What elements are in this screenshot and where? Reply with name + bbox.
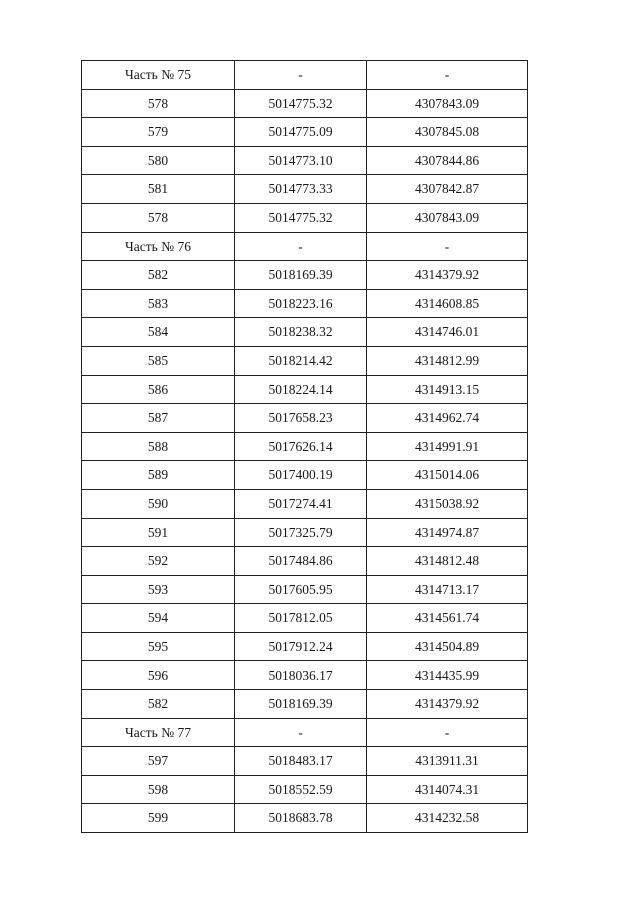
point-number-cell: 598 [82, 775, 235, 804]
x-coordinate-cell: 5017626.14 [235, 432, 367, 461]
x-coordinate-cell: 5018224.14 [235, 375, 367, 404]
table-row [82, 461, 528, 490]
y-coordinate-cell: 4307844.86 [367, 146, 528, 175]
x-coordinate-cell: 5018169.39 [235, 690, 367, 719]
y-coordinate-cell: 4315014.06 [367, 461, 528, 490]
table-row [82, 575, 528, 604]
point-number-cell: 585 [82, 346, 235, 375]
table-row [82, 718, 528, 747]
y-coordinate-cell: 4314974.87 [367, 518, 528, 547]
table-row [82, 375, 528, 404]
table-row [82, 203, 528, 232]
table-row [82, 146, 528, 175]
y-coordinate-cell: 4307845.08 [367, 118, 528, 147]
point-number-cell: 596 [82, 661, 235, 690]
point-number-cell: 588 [82, 432, 235, 461]
x-coordinate-cell: 5018552.59 [235, 775, 367, 804]
point-number-cell: 582 [82, 690, 235, 719]
table-row [82, 747, 528, 776]
x-coordinate-cell: 5018483.17 [235, 747, 367, 776]
y-coordinate-cell: 4314435.99 [367, 661, 528, 690]
coordinates-table [81, 60, 528, 833]
point-number-cell: 590 [82, 489, 235, 518]
point-number-cell: 589 [82, 461, 235, 490]
y-coordinate-cell: 4314232.58 [367, 804, 528, 833]
table-row [82, 346, 528, 375]
point-number-cell: 597 [82, 747, 235, 776]
table-row [82, 661, 528, 690]
x-coordinate-cell: - [235, 61, 367, 90]
x-coordinate-cell: 5017400.19 [235, 461, 367, 490]
y-coordinate-cell: - [367, 718, 528, 747]
point-number-cell: 595 [82, 632, 235, 661]
x-coordinate-cell: 5017605.95 [235, 575, 367, 604]
y-coordinate-cell: 4313911.31 [367, 747, 528, 776]
point-number-cell: 578 [82, 203, 235, 232]
x-coordinate-cell: - [235, 718, 367, 747]
y-coordinate-cell: - [367, 232, 528, 261]
y-coordinate-cell: 4307842.87 [367, 175, 528, 204]
point-number-cell: 579 [82, 118, 235, 147]
y-coordinate-cell: 4314812.99 [367, 346, 528, 375]
x-coordinate-cell: 5017812.05 [235, 604, 367, 633]
x-coordinate-cell: 5018238.32 [235, 318, 367, 347]
table-row [82, 118, 528, 147]
point-number-cell: 586 [82, 375, 235, 404]
point-number-cell: 587 [82, 404, 235, 433]
point-number-cell: 582 [82, 261, 235, 290]
point-number-cell: 591 [82, 518, 235, 547]
table-row [82, 61, 528, 90]
y-coordinate-cell: 4307843.09 [367, 203, 528, 232]
point-number-cell: 593 [82, 575, 235, 604]
table-row [82, 604, 528, 633]
y-coordinate-cell: 4314504.89 [367, 632, 528, 661]
y-coordinate-cell: 4314812.48 [367, 547, 528, 576]
table-row [82, 690, 528, 719]
y-coordinate-cell: 4314608.85 [367, 289, 528, 318]
x-coordinate-cell: 5014775.32 [235, 89, 367, 118]
x-coordinate-cell: 5014773.33 [235, 175, 367, 204]
point-number-cell: Часть № 75 [82, 61, 235, 90]
x-coordinate-cell: 5017658.23 [235, 404, 367, 433]
x-coordinate-cell: - [235, 232, 367, 261]
point-number-cell: 584 [82, 318, 235, 347]
table-row [82, 632, 528, 661]
point-number-cell: 583 [82, 289, 235, 318]
point-number-cell: 580 [82, 146, 235, 175]
x-coordinate-cell: 5017484.86 [235, 547, 367, 576]
table-row [82, 289, 528, 318]
x-coordinate-cell: 5018036.17 [235, 661, 367, 690]
x-coordinate-cell: 5014775.32 [235, 203, 367, 232]
table-row [82, 89, 528, 118]
x-coordinate-cell: 5018214.42 [235, 346, 367, 375]
y-coordinate-cell: 4314991.91 [367, 432, 528, 461]
point-number-cell: 578 [82, 89, 235, 118]
y-coordinate-cell: 4314746.01 [367, 318, 528, 347]
point-number-cell: 599 [82, 804, 235, 833]
table-row [82, 261, 528, 290]
x-coordinate-cell: 5018683.78 [235, 804, 367, 833]
table-row [82, 489, 528, 518]
table-row [82, 175, 528, 204]
table-row [82, 232, 528, 261]
table-row [82, 547, 528, 576]
x-coordinate-cell: 5018169.39 [235, 261, 367, 290]
y-coordinate-cell: 4314379.92 [367, 690, 528, 719]
y-coordinate-cell: - [367, 61, 528, 90]
table-row [82, 804, 528, 833]
point-number-cell: 592 [82, 547, 235, 576]
y-coordinate-cell: 4315038.92 [367, 489, 528, 518]
y-coordinate-cell: 4314379.92 [367, 261, 528, 290]
point-number-cell: 581 [82, 175, 235, 204]
point-number-cell: Часть № 77 [82, 718, 235, 747]
y-coordinate-cell: 4307843.09 [367, 89, 528, 118]
y-coordinate-cell: 4314074.31 [367, 775, 528, 804]
x-coordinate-cell: 5017325.79 [235, 518, 367, 547]
y-coordinate-cell: 4314713.17 [367, 575, 528, 604]
point-number-cell: Часть № 76 [82, 232, 235, 261]
table-row [82, 432, 528, 461]
point-number-cell: 594 [82, 604, 235, 633]
y-coordinate-cell: 4314561.74 [367, 604, 528, 633]
x-coordinate-cell: 5017912.24 [235, 632, 367, 661]
x-coordinate-cell: 5014773.10 [235, 146, 367, 175]
table-row [82, 775, 528, 804]
y-coordinate-cell: 4314913.15 [367, 375, 528, 404]
x-coordinate-cell: 5014775.09 [235, 118, 367, 147]
table-row [82, 404, 528, 433]
table-row [82, 318, 528, 347]
x-coordinate-cell: 5017274.41 [235, 489, 367, 518]
table-row [82, 518, 528, 547]
x-coordinate-cell: 5018223.16 [235, 289, 367, 318]
y-coordinate-cell: 4314962.74 [367, 404, 528, 433]
